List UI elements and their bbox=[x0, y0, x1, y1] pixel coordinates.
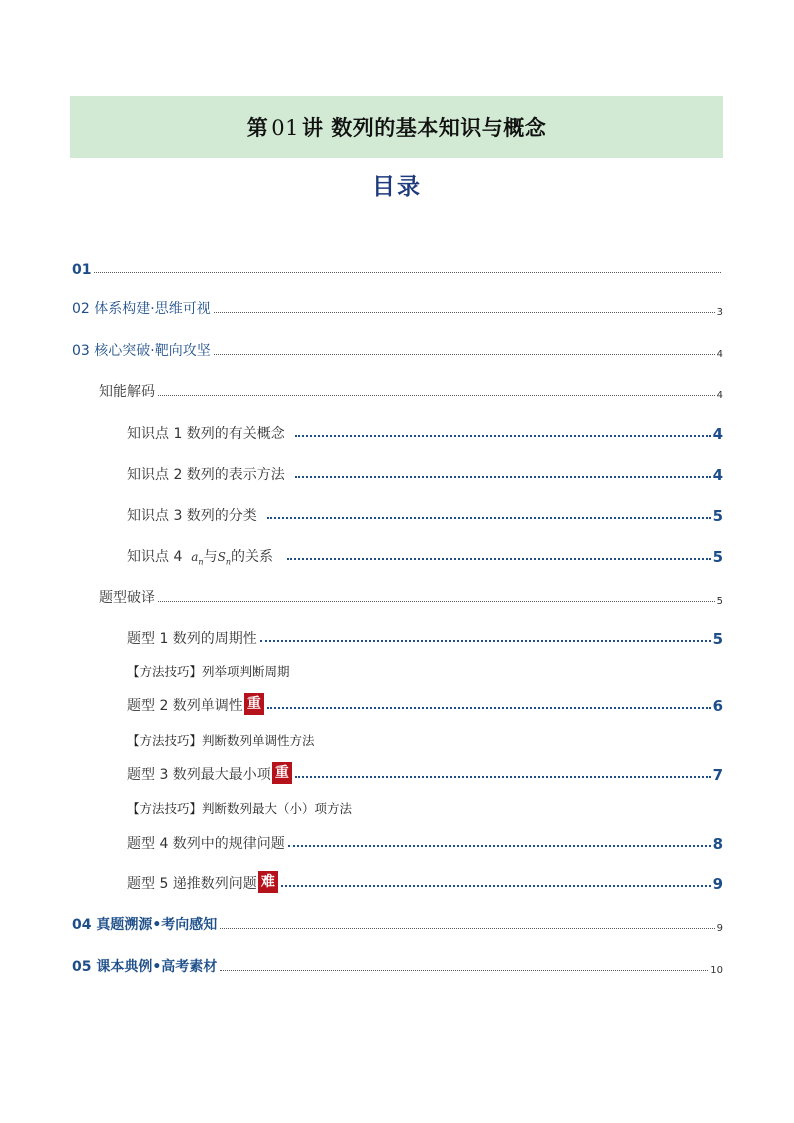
toc-entry-knowledge-3[interactable] bbox=[127, 501, 723, 525]
toc-entry-02[interactable] bbox=[72, 294, 723, 318]
toc-entry-page: 4 bbox=[712, 425, 723, 443]
toc-entry-01[interactable] bbox=[72, 254, 723, 278]
toc-entry-page: 7 bbox=[712, 766, 723, 784]
toc-entry-05[interactable] bbox=[72, 952, 723, 976]
toc-entry-page: 4 bbox=[716, 349, 723, 360]
toc-entry-label bbox=[127, 693, 264, 715]
toc-entry-zhineng[interactable] bbox=[99, 377, 723, 401]
method-tip-1: 【方法技巧】列举项判断周期 bbox=[127, 664, 290, 679]
toc-entry-label: 03 核心突破·靶向攻坚 bbox=[72, 343, 211, 359]
toc-label-text: 题型 5 递推数列问题 bbox=[127, 876, 257, 892]
toc-entry-tixing[interactable] bbox=[99, 583, 723, 607]
toc-entry-type-5[interactable] bbox=[127, 869, 723, 893]
toc-leader-dots bbox=[287, 558, 711, 560]
toc-entry-knowledge-1[interactable] bbox=[127, 419, 723, 443]
toc-entry-page: 5 bbox=[716, 596, 723, 607]
toc-entry-label: 05 课本典例•高考素材 bbox=[72, 959, 218, 975]
toc-label-text: 题型 2 数列单调性 bbox=[127, 698, 243, 714]
toc-entry-03[interactable] bbox=[72, 336, 723, 360]
title-prefix: 第 bbox=[246, 116, 269, 140]
toc-leader-dots bbox=[267, 707, 711, 709]
toc-leader-dots bbox=[288, 845, 711, 847]
toc-label-prefix: 知识点 4 bbox=[127, 549, 192, 565]
toc-entry-type-1[interactable] bbox=[127, 624, 723, 648]
toc-entry-page: 4 bbox=[716, 390, 723, 401]
math-sub-n: n bbox=[198, 557, 204, 566]
math-sub-n: n bbox=[225, 557, 231, 566]
toc-entry-page: 5 bbox=[712, 548, 723, 566]
toc-label-mid: 与 bbox=[203, 549, 218, 565]
method-tip-3: 【方法技巧】判断数列最大（小）项方法 bbox=[127, 801, 353, 816]
toc-leader-dots bbox=[295, 776, 711, 778]
method-tip-2: 【方法技巧】判断数列单调性方法 bbox=[127, 733, 315, 748]
toc-leader-dots bbox=[220, 928, 714, 929]
toc-leader-dots bbox=[214, 354, 715, 355]
toc-entry-page: 5 bbox=[712, 630, 723, 648]
toc-entry-label: 知识点 3 数列的分类 bbox=[127, 508, 257, 524]
toc-entry-type-4[interactable] bbox=[127, 829, 723, 853]
toc-entry-page: 6 bbox=[712, 697, 723, 715]
toc-leader-dots bbox=[94, 272, 721, 273]
difficulty-badge: 难 bbox=[258, 871, 278, 893]
importance-badge: 重 bbox=[272, 762, 292, 784]
toc-entry-page: 4 bbox=[712, 466, 723, 484]
toc-leader-dots bbox=[281, 885, 711, 887]
toc-entry-knowledge-2[interactable] bbox=[127, 460, 723, 484]
toc-entry-label bbox=[127, 546, 273, 566]
toc-entry-label: 04 真题溯源•考向感知 bbox=[72, 917, 218, 933]
toc-entry-label: 知能解码 bbox=[99, 384, 155, 400]
toc-leader-dots bbox=[220, 970, 708, 971]
toc-leader-dots bbox=[214, 312, 715, 313]
toc-entry-page: 10 bbox=[710, 965, 723, 976]
toc-leader-dots bbox=[158, 601, 715, 602]
title-suffix: 讲 数列的基本知识与概念 bbox=[301, 116, 547, 140]
math-var-s: S bbox=[217, 549, 226, 564]
title-banner bbox=[70, 96, 723, 158]
toc-leader-dots bbox=[295, 476, 711, 478]
toc-entry-label bbox=[127, 762, 292, 784]
toc-entry-label: 知识点 1 数列的有关概念 bbox=[127, 426, 285, 442]
toc-entry-page: 3 bbox=[716, 307, 723, 318]
toc-entry-type-3[interactable] bbox=[127, 760, 723, 784]
toc-entry-label: 题型 1 数列的周期性 bbox=[127, 631, 257, 647]
toc-entry-label: 02 体系构建·思维可视 bbox=[72, 301, 211, 317]
toc-entry-label: 题型破译 bbox=[99, 590, 155, 606]
title-number: 01 bbox=[271, 116, 299, 140]
toc-label-suffix: 的关系 bbox=[230, 549, 273, 565]
toc-entry-label: 01 bbox=[72, 262, 92, 278]
toc-leader-dots bbox=[267, 517, 711, 519]
toc-leader-dots bbox=[295, 435, 711, 437]
toc-entry-page: 9 bbox=[712, 875, 723, 893]
toc-entry-04[interactable] bbox=[72, 910, 723, 934]
math-s-n bbox=[218, 550, 231, 566]
toc-entry-page: 5 bbox=[712, 507, 723, 525]
toc-entry-knowledge-4[interactable] bbox=[127, 542, 723, 566]
toc-entry-type-2[interactable] bbox=[127, 691, 723, 715]
toc-heading: 目录 bbox=[372, 174, 422, 200]
toc-entry-page: 9 bbox=[716, 923, 723, 934]
toc-entry-label bbox=[127, 871, 278, 893]
toc-leader-dots bbox=[158, 395, 715, 396]
toc-entry-label: 知识点 2 数列的表示方法 bbox=[127, 467, 285, 483]
page-title bbox=[247, 112, 547, 142]
importance-badge: 重 bbox=[244, 693, 264, 715]
toc-entry-label: 题型 4 数列中的规律问题 bbox=[127, 836, 285, 852]
math-a-n bbox=[191, 550, 203, 566]
math-var-a: a bbox=[191, 549, 199, 564]
toc-leader-dots bbox=[260, 640, 711, 642]
toc-entry-page: 8 bbox=[712, 835, 723, 853]
toc-label-text: 题型 3 数列最大最小项 bbox=[127, 767, 271, 783]
